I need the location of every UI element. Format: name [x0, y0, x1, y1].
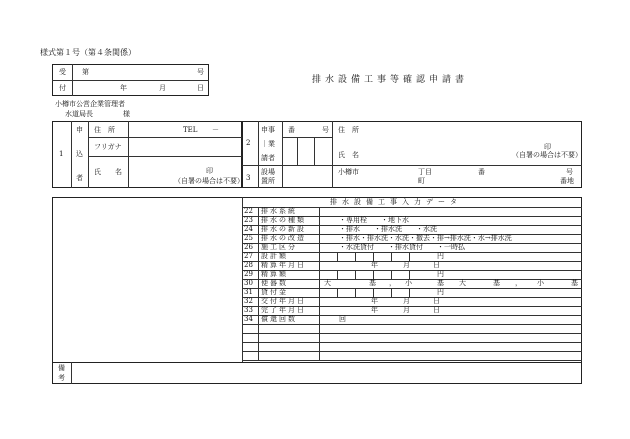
- amount-divider: [409, 252, 410, 261]
- month-unit: 月: [403, 306, 410, 314]
- amount-divider: [391, 270, 392, 279]
- row-number: 27: [244, 252, 253, 260]
- receipt-year: 年: [120, 84, 127, 92]
- row-line: [242, 252, 582, 253]
- year-unit: 年: [371, 297, 378, 305]
- section3-go: 号: [566, 168, 573, 176]
- yen-unit: 円: [437, 270, 444, 278]
- toilet-ki: 基: [493, 279, 500, 287]
- applicant-tel-label: TEL: [183, 126, 198, 134]
- year-unit: 年: [371, 306, 378, 314]
- day-unit: 日: [433, 261, 440, 269]
- amount-divider: [409, 288, 410, 297]
- toilet-sep: ，: [515, 279, 522, 287]
- section3-machi: 町: [418, 177, 425, 185]
- row-number: 29: [244, 270, 253, 278]
- amount-divider: [337, 270, 338, 279]
- section2-vertical-3: 請者: [261, 154, 275, 162]
- row-number: 30: [244, 279, 253, 287]
- toilet-ki: 基: [437, 279, 444, 287]
- row-label: 排水系統: [261, 207, 297, 215]
- section2-ban: 番: [288, 126, 295, 134]
- row-label: 施工区分: [261, 243, 297, 251]
- section2-go: 号: [322, 126, 329, 134]
- input-data-header: 排水設備工事入力データ: [330, 198, 462, 206]
- amount-divider: [391, 288, 392, 297]
- amount-divider: [355, 270, 356, 279]
- row-label: 完了年月日: [261, 306, 306, 314]
- empty-row-line: [242, 351, 582, 352]
- row-number: 23: [244, 216, 253, 224]
- addressee-line1: 小樽市公営企業管理者: [55, 100, 125, 108]
- row-label: 排水の種類: [261, 216, 306, 224]
- row-label: 排水の改造: [261, 234, 306, 242]
- row-content: ・専用栓 ・地下水: [339, 216, 409, 224]
- row-content: ・排水 ・排水洗 ・水洗: [339, 225, 437, 233]
- row-label: 精算額: [261, 270, 288, 278]
- applicant-seal: 印: [206, 167, 213, 175]
- row-content: ・水洗貸付 ・排水貸付 ・一時払: [339, 243, 465, 251]
- row-content: ・排水・排水洗・水洗・撤去・排→排水洗・水→排水洗: [339, 234, 512, 242]
- receipt-day: 日: [197, 84, 204, 92]
- row-label: 精算年月日: [261, 261, 306, 269]
- row-label: 交付年月日: [261, 297, 306, 305]
- toilet-ki: 基: [369, 279, 376, 287]
- yen-unit: 円: [437, 288, 444, 296]
- row-label: 便器数: [261, 279, 288, 287]
- section3-ban: 番: [478, 168, 485, 176]
- section2-vertical-2: ｜業: [261, 140, 275, 148]
- row-label-divider: [319, 207, 320, 360]
- receipt-label-bottom: 付: [59, 84, 66, 92]
- section2-row-number: 2: [246, 139, 251, 147]
- form-number: 様式第１号（第４条関係）: [40, 48, 136, 57]
- section3-city: 小樽市: [338, 168, 359, 176]
- row-line: [242, 288, 582, 289]
- row-label: 排水の新設: [261, 225, 306, 233]
- remarks-char-2: 考: [58, 374, 65, 382]
- toilet-ki: 基: [571, 279, 578, 287]
- section3-label1: 設場: [261, 168, 275, 176]
- receipt-go: 号: [197, 68, 204, 76]
- empty-row-line: [242, 360, 582, 361]
- amount-divider: [355, 252, 356, 261]
- amount-divider: [337, 288, 338, 297]
- row-line: [242, 279, 582, 280]
- applicant-vertical-3: 者: [76, 174, 83, 182]
- applicant-tel-dash: －: [212, 126, 219, 134]
- toilet-dai: 大: [459, 279, 466, 287]
- section3-chome: 丁目: [418, 168, 432, 176]
- receipt-dai: 第: [82, 68, 89, 76]
- form-title: 排水設備工事等確認申請書: [312, 75, 469, 85]
- applicant-name-label: 氏 名: [94, 168, 122, 176]
- row-number: 33: [244, 306, 253, 314]
- applicant-seal-note: （自署の場合は不要）: [174, 177, 244, 185]
- row-number: 24: [244, 225, 253, 233]
- amount-divider: [373, 288, 374, 297]
- amount-divider: [391, 252, 392, 261]
- toilet-sep: ，: [389, 279, 396, 287]
- row-number: 34: [244, 315, 253, 323]
- applicant-row-number: 1: [59, 150, 64, 158]
- row-line: [242, 324, 582, 325]
- section3-banchi: 番地: [560, 177, 574, 185]
- row-number: 32: [244, 297, 253, 305]
- empty-row-line: [242, 342, 582, 343]
- toilet-shou: 小: [537, 279, 544, 287]
- addressee-line2: 水道局長: [65, 110, 93, 118]
- row-line: [242, 270, 582, 271]
- amount-divider: [373, 270, 374, 279]
- empty-row-line: [242, 333, 582, 334]
- row-number: 22: [244, 207, 253, 215]
- toilet-dai: 大: [324, 279, 331, 287]
- row-label: 設計額: [261, 252, 288, 260]
- applicant-vertical-1: 申: [76, 126, 83, 134]
- addressee-sama: 様: [123, 110, 130, 118]
- section2-name-label: 氏 名: [338, 151, 359, 159]
- applicant-address-label: 住 所: [94, 126, 115, 134]
- row-label: 償還回数: [261, 315, 297, 323]
- row-number: 28: [244, 261, 253, 269]
- remarks-char-1: 備: [58, 364, 65, 372]
- applicant-furigana-label: フリガナ: [94, 143, 122, 151]
- row-number-divider: [258, 207, 259, 360]
- day-unit: 日: [433, 306, 440, 314]
- row-content: 回: [339, 315, 346, 323]
- section2-vertical-1: 申事: [261, 126, 275, 134]
- row-number: 31: [244, 288, 253, 296]
- yen-unit: 円: [437, 252, 444, 260]
- row-number: 25: [244, 234, 253, 242]
- section2-seal: 印: [544, 143, 551, 151]
- row-number: 26: [244, 243, 253, 251]
- receipt-month: 月: [159, 84, 166, 92]
- day-unit: 日: [433, 297, 440, 305]
- applicant-vertical-2: 込: [76, 150, 83, 158]
- section2-address-label: 住 所: [338, 126, 359, 134]
- toilet-shou: 小: [405, 279, 412, 287]
- year-unit: 年: [371, 261, 378, 269]
- month-unit: 月: [403, 261, 410, 269]
- amount-divider: [355, 288, 356, 297]
- section3-row-number: 3: [246, 174, 251, 182]
- amount-divider: [337, 252, 338, 261]
- amount-divider: [409, 270, 410, 279]
- section3-label2: 置所: [261, 177, 275, 185]
- month-unit: 月: [403, 297, 410, 305]
- section2-seal-note: （自署の場合は不要）: [512, 151, 582, 159]
- receipt-label-top: 受: [59, 68, 66, 76]
- row-label: 貸付金: [261, 288, 288, 296]
- amount-divider: [373, 252, 374, 261]
